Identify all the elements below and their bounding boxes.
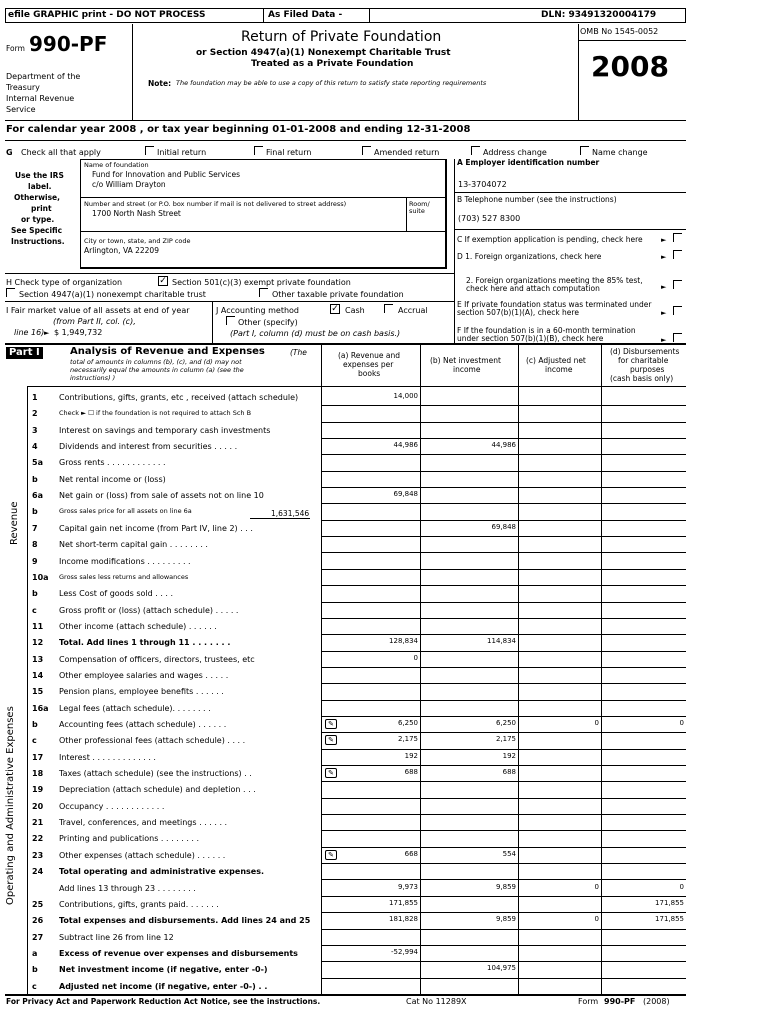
line-description: Taxes (attach schedule) (see the instructions) . . (59, 769, 252, 779)
form-subtitle-1: or Section 4947(a)(1) Nonexempt Charitable Trust (196, 48, 451, 58)
j-cash-checkbox[interactable]: ✓ (331, 304, 339, 314)
line-number: 2 (32, 409, 38, 419)
ein-value: 13-3704072 (458, 180, 507, 189)
j-cash-label: Cash (345, 306, 365, 315)
table-row (0, 405, 770, 421)
use-irs-4: print (31, 204, 52, 213)
cell-value-b: 6,250 (495, 719, 516, 727)
table-row (0, 569, 770, 585)
table-row (0, 438, 770, 454)
cell-value-d: 171,855 (655, 898, 684, 907)
line-number: b (32, 589, 38, 599)
table-row (0, 651, 770, 667)
col-a-header-1: (a) Revenue and (338, 351, 400, 360)
cell-value-a: 688 (404, 768, 418, 777)
cell-value-b: 9,859 (495, 915, 516, 924)
h-4947-label: Section 4947(a)(1) nonexempt charitable trust (19, 290, 206, 299)
cell-value-a: 668 (404, 849, 418, 858)
line-number: 5a (32, 458, 43, 468)
ein-label: A Employer identification number (457, 158, 600, 167)
h-other-taxable-label: Other taxable private foundation (272, 290, 404, 299)
line-description: Gross rents . . . . . . . . . . . . (59, 458, 166, 468)
line-description: Other expenses (attach schedule) . . . . . . (59, 850, 226, 860)
line-description: Occupancy . . . . . . . . . . . . (59, 801, 165, 811)
final-return-checkbox[interactable] (254, 146, 263, 155)
table-row (0, 863, 770, 879)
use-irs-6: See Specific (11, 226, 63, 235)
cell-value-b: 104,975 (487, 964, 516, 973)
line-6b-gross-sales: 1,631,546 (271, 509, 310, 518)
table-row (0, 765, 770, 781)
cell-value-b: 2,175 (495, 735, 516, 744)
footer-privacy: For Privacy Act and Paperwork Reduction Act Notice, see the instructions. (6, 997, 321, 1006)
cell-value-a: 9,973 (397, 882, 418, 891)
line-number: 21 (32, 818, 44, 828)
f-termination-label: F If the foundation is in a 60-month termination under section 507(b)(1)(B), check here (457, 326, 636, 344)
table-row (0, 487, 770, 503)
cell-value-c: 0 (594, 915, 599, 924)
h-501c3-label: Section 501(c)(3) exempt private foundation (172, 278, 351, 287)
cell-value-d: 0 (679, 882, 684, 891)
use-irs-5: or type. (21, 215, 55, 224)
table-row (0, 585, 770, 601)
city-label: City or town, state, and ZIP code (84, 237, 191, 245)
table-row (0, 553, 770, 569)
line-number: 6a (32, 491, 43, 501)
use-irs-1: Use the IRS (15, 171, 64, 180)
footer-cat: Cat No 11289X (406, 997, 467, 1006)
line-description: Travel, conferences, and meetings . . . . . . (59, 818, 228, 828)
j-accrual-label: Accrual (398, 306, 428, 315)
dln: DLN: 93491320004179 (541, 10, 657, 20)
col-d-header-3: purposes (630, 365, 665, 374)
line-description: Legal fees (attach schedule). . . . . . . . (59, 703, 211, 713)
line-description: Gross sales less returns and allowances (59, 572, 189, 581)
line-number: 18 (32, 769, 44, 779)
part-1-desc-1: total of amounts in columns (b), (c), and (d) may not (70, 358, 242, 366)
name-change-checkbox[interactable] (580, 146, 589, 155)
note-label: Note: (148, 79, 172, 88)
i-label-3: line 16) (14, 328, 45, 337)
table-row (0, 602, 770, 618)
line-number: 20 (32, 801, 44, 811)
col-d-header-1: (d) Disbursements (610, 347, 680, 356)
line-description: Total. Add lines 1 through 11 . . . . . . . (59, 638, 231, 648)
line-description: Net short-term capital gain . . . . . . . . (59, 540, 208, 550)
j-note: (Part I, column (d) must be on cash basis.) (230, 329, 401, 338)
i-label-2: (from Part II, col. (c), (53, 317, 136, 326)
line-description: Other employee salaries and wages . . . . . (59, 670, 229, 680)
table-row (0, 929, 770, 945)
cell-value-a: 14,000 (393, 392, 418, 400)
table-row (0, 422, 770, 438)
table-row (0, 896, 770, 912)
line-description: Total expenses and disbursements. Add lines 24 and 25 (59, 916, 311, 926)
line-description: Pension plans, employee benefits . . . . . . (59, 687, 224, 697)
line-description: Total operating and administrative expenses. (59, 867, 264, 877)
initial-return-checkbox[interactable] (145, 146, 154, 155)
table-row (0, 700, 770, 716)
attachment-icon[interactable]: ✎ (325, 735, 337, 745)
dept-line-2: Treasury (6, 83, 40, 92)
d2-arrow-icon: ► (661, 283, 667, 291)
cell-value-b: 554 (502, 849, 516, 858)
address-change-checkbox[interactable] (471, 146, 480, 155)
line-description: Capital gain net income (from Part IV, line 2) . . . (59, 523, 253, 533)
line-number: b (32, 720, 38, 729)
line-number: 15 (32, 687, 44, 697)
line-number: a (32, 948, 38, 958)
line-description: Net investment income (if negative, enter -0-) (59, 965, 268, 975)
line-description: Printing and publications . . . . . . . . (59, 834, 200, 844)
table-row (0, 978, 770, 994)
cell-value-a: 6,250 (397, 719, 418, 727)
part-1-label: Part I (6, 347, 43, 359)
line-description: Net gain or (loss) from sale of assets not on line 10 (59, 491, 264, 501)
table-row (0, 912, 770, 928)
form-title: Return of Private Foundation (241, 29, 442, 45)
side-expenses-label: Operating and Administrative Expenses (5, 706, 16, 905)
cell-value-c: 0 (594, 882, 599, 891)
line-number: 8 (32, 540, 38, 550)
line-description: Subtract line 26 from line 12 (59, 932, 174, 942)
part-1-title: Analysis of Revenue and Expenses (70, 346, 265, 357)
col-c-header-2: income (545, 365, 573, 374)
line-description: Other income (attach schedule) . . . . . . (59, 621, 217, 631)
line-number: 26 (32, 916, 44, 926)
d1-arrow-icon: ► (661, 253, 667, 261)
c-exemption-label: C If exemption application is pending, check here (457, 235, 643, 244)
line-description: Compensation of officers, directors, trustees, etc (59, 654, 255, 664)
form-prefix: Form (6, 44, 25, 53)
line-number: 24 (32, 867, 44, 877)
line-description: Other professional fees (attach schedule) . . . . (59, 736, 246, 746)
table-row (0, 781, 770, 797)
line-number: 14 (32, 670, 44, 680)
table-row (0, 634, 770, 650)
line-number: b (32, 965, 38, 975)
table-row (0, 520, 770, 536)
table-row (0, 667, 770, 683)
line-number: 4 (32, 442, 38, 452)
note-text: The foundation may be able to use a copy of this return to satisfy state reporting requirements (176, 79, 487, 87)
room-label: Room/ suite (409, 200, 430, 215)
e-terminated-label: E If private foundation status was terminated under section 507(b)(1)(A), check here (457, 300, 652, 318)
d1-foreign-label: D 1. Foreign organizations, check here (457, 252, 602, 261)
line-number: 22 (32, 834, 44, 844)
cell-value-b: 688 (502, 768, 516, 777)
table-row (0, 749, 770, 765)
phone-value: (703) 527 8300 (458, 214, 521, 223)
footer-form-label: Form (578, 997, 599, 1006)
c-exemption-checkbox[interactable] (673, 233, 682, 242)
line-description: Contributions, gifts, grants, etc , received (attach schedule) (59, 393, 299, 402)
attachment-icon[interactable]: ✎ (325, 768, 337, 778)
line-number: b (32, 507, 38, 517)
footer-form-year: (2008) (643, 997, 670, 1006)
table-row (0, 847, 770, 863)
footer-form-number: 990-PF (604, 997, 636, 1006)
line-number: c (32, 736, 37, 746)
table-row (0, 536, 770, 552)
table-row (0, 945, 770, 961)
cell-value-a: 128,834 (389, 637, 418, 646)
line-description: Net rental income or (loss) (59, 474, 166, 484)
d1-foreign-checkbox[interactable] (673, 250, 682, 259)
line-number: b (32, 474, 38, 484)
table-row (0, 880, 770, 896)
use-irs-2: label. (28, 182, 52, 191)
line-number: 10a (32, 572, 49, 582)
street-label: Number and street (or P.O. box number if mail is not delivered to street address) (84, 200, 347, 208)
d2-foreign-label: 2. Foreign organizations meeting the 85% test, check here and attach computation (466, 276, 643, 294)
table-row (0, 618, 770, 634)
final-return-label: Final return (266, 148, 312, 157)
cell-value-b: 192 (502, 751, 516, 760)
line-number: 7 (32, 523, 38, 533)
cell-value-a: 2,175 (397, 735, 418, 744)
line-description: Income modifications . . . . . . . . . (59, 556, 191, 566)
line-number: 17 (32, 752, 44, 762)
table-row (0, 683, 770, 699)
e-arrow-icon: ► (661, 309, 667, 317)
cell-value-b: 69,848 (491, 522, 516, 531)
part-1-desc-2: necessarily equal the amounts in column (a) (see the (70, 366, 244, 374)
attachment-icon[interactable]: ✎ (325, 850, 337, 860)
line-number: 16a (32, 703, 49, 713)
form-number: 990-PF (29, 32, 108, 56)
dept-line-1: Department of the (6, 72, 81, 81)
cell-value-a: 181,828 (389, 915, 418, 924)
tax-year: 2008 (591, 50, 669, 83)
as-filed-label: As Filed Data - (268, 10, 343, 20)
address-change-label: Address change (483, 148, 547, 157)
line-number: 25 (32, 899, 44, 909)
line-description: Excess of revenue over expenses and disbursements (59, 948, 298, 958)
line-description: Adjusted net income (if negative, enter -0-) . . (59, 981, 268, 991)
cell-value-a: 171,855 (389, 898, 418, 907)
omb-number: OMB No 1545-0052 (580, 27, 659, 36)
calendar-line: For calendar year 2008 , or tax year beginning 01-01-2008 and ending 12-31-2008 (6, 124, 471, 135)
table-row (0, 732, 770, 748)
table-row (0, 814, 770, 830)
table-row (0, 716, 770, 732)
line-description: Add lines 13 through 23 . . . . . . . . (59, 883, 196, 893)
i-label: I Fair market value of all assets at end of year (6, 306, 190, 315)
amended-return-checkbox[interactable] (362, 146, 371, 155)
line-number: 12 (32, 638, 44, 648)
cell-value-a: 69,848 (393, 490, 418, 499)
part-1-title-note: (The (290, 348, 307, 357)
table-row (0, 503, 770, 519)
g-label: G (6, 148, 13, 157)
dept-line-3: Internal Revenue (6, 94, 75, 103)
line-number: 27 (32, 932, 44, 942)
d2-foreign-checkbox[interactable] (673, 280, 682, 289)
line-description: Interest . . . . . . . . . . . . . (59, 752, 156, 762)
cell-value-a: 44,986 (393, 441, 418, 450)
org-city: Arlington, VA 22209 (84, 246, 159, 255)
part-1-desc-3: instructions) ) (70, 374, 116, 382)
cell-value-d: 0 (679, 719, 684, 727)
amended-return-label: Amended return (374, 148, 440, 157)
side-revenue-label: Revenue (9, 501, 20, 545)
line-description: Gross profit or (loss) (attach schedule) . . . . . (59, 605, 239, 615)
line-number: 19 (32, 785, 44, 795)
phone-label: B Telephone number (see the instructions) (457, 195, 617, 204)
cell-value-b: 44,986 (491, 441, 516, 450)
use-irs-3: Otherwise, (14, 193, 60, 202)
col-a-header-3: books (358, 369, 381, 378)
org-name-2: c/o William Drayton (92, 180, 166, 189)
name-change-label: Name change (592, 148, 648, 157)
line-description: Less Cost of goods sold . . . . (59, 589, 174, 599)
line-number: 11 (32, 621, 44, 631)
line-number: 3 (32, 425, 38, 435)
line-number: c (32, 981, 37, 991)
line-description: Check ► ☐ if the foundation is not required to attach Sch B (59, 409, 252, 418)
col-c-header-1: (c) Adjusted net (526, 356, 586, 365)
f-arrow-icon: ► (661, 336, 667, 344)
cell-value-a: -52,994 (390, 947, 418, 956)
table-row (0, 471, 770, 487)
f-termination-checkbox[interactable] (673, 333, 682, 342)
line-description: Accounting fees (attach schedule) . . . . . . (59, 720, 227, 729)
c-arrow-icon: ► (661, 236, 667, 244)
col-b-header-2: income (453, 365, 481, 374)
line-number: 1 (32, 393, 38, 402)
h-other-taxable-checkbox[interactable] (259, 288, 268, 297)
e-terminated-checkbox[interactable] (673, 306, 682, 315)
j-accrual-checkbox[interactable] (384, 304, 393, 313)
org-name-1: Fund for Innovation and Public Services (92, 170, 241, 179)
table-row (0, 798, 770, 814)
line-description: Dividends and interest from securities . . . . . (59, 442, 238, 452)
h-label: H Check type of organization (6, 278, 123, 287)
line-description: Depreciation (attach schedule) and depletion . . . (59, 785, 256, 795)
table-row (0, 961, 770, 977)
line-number: 9 (32, 556, 38, 566)
col-d-header-4: (cash basis only) (610, 374, 674, 383)
cell-value-a: 192 (404, 751, 418, 760)
org-name-label: Name of foundation (84, 161, 149, 169)
cell-value-c: 0 (594, 719, 599, 727)
col-a-header-2: expenses per (343, 360, 394, 369)
j-other-checkbox[interactable] (226, 316, 235, 325)
h-501c3-checkbox[interactable]: ✓ (159, 276, 167, 286)
use-irs-7: Instructions. (11, 237, 65, 246)
table-row (0, 830, 770, 846)
line-description: Contributions, gifts, grants paid. . . . . . . (59, 899, 219, 909)
g-check-all: Check all that apply (21, 148, 101, 157)
line-number: c (32, 605, 37, 615)
line-description: Interest on savings and temporary cash investments (59, 425, 271, 435)
j-other-label: Other (specify) (238, 318, 298, 327)
i-value: $ 1,949,732 (54, 328, 103, 337)
cell-value-a: 0 (413, 653, 418, 662)
j-label: J Accounting method (216, 306, 300, 315)
dept-line-4: Service (6, 105, 36, 114)
col-b-header-1: (b) Net investment (430, 356, 501, 365)
attachment-icon[interactable]: ✎ (325, 719, 337, 729)
org-street: 1700 North Nash Street (92, 209, 181, 218)
line-number: 23 (32, 850, 44, 860)
h-4947-checkbox[interactable] (6, 288, 15, 297)
line-number: 13 (32, 654, 44, 664)
col-d-header-2: for charitable (618, 356, 669, 365)
cell-value-b: 9,859 (495, 882, 516, 891)
cell-value-b: 114,834 (487, 637, 516, 646)
table-row (0, 454, 770, 470)
initial-return-label: Initial return (157, 148, 207, 157)
efile-label: efile GRAPHIC print - DO NOT PROCESS (8, 10, 206, 20)
i-arrow-icon: ► (44, 329, 50, 337)
line-description: Gross sales price for all assets on line 6a (59, 507, 192, 516)
cell-value-d: 171,855 (655, 915, 684, 924)
table-row (0, 389, 770, 405)
form-subtitle-2: Treated as a Private Foundation (251, 59, 414, 69)
